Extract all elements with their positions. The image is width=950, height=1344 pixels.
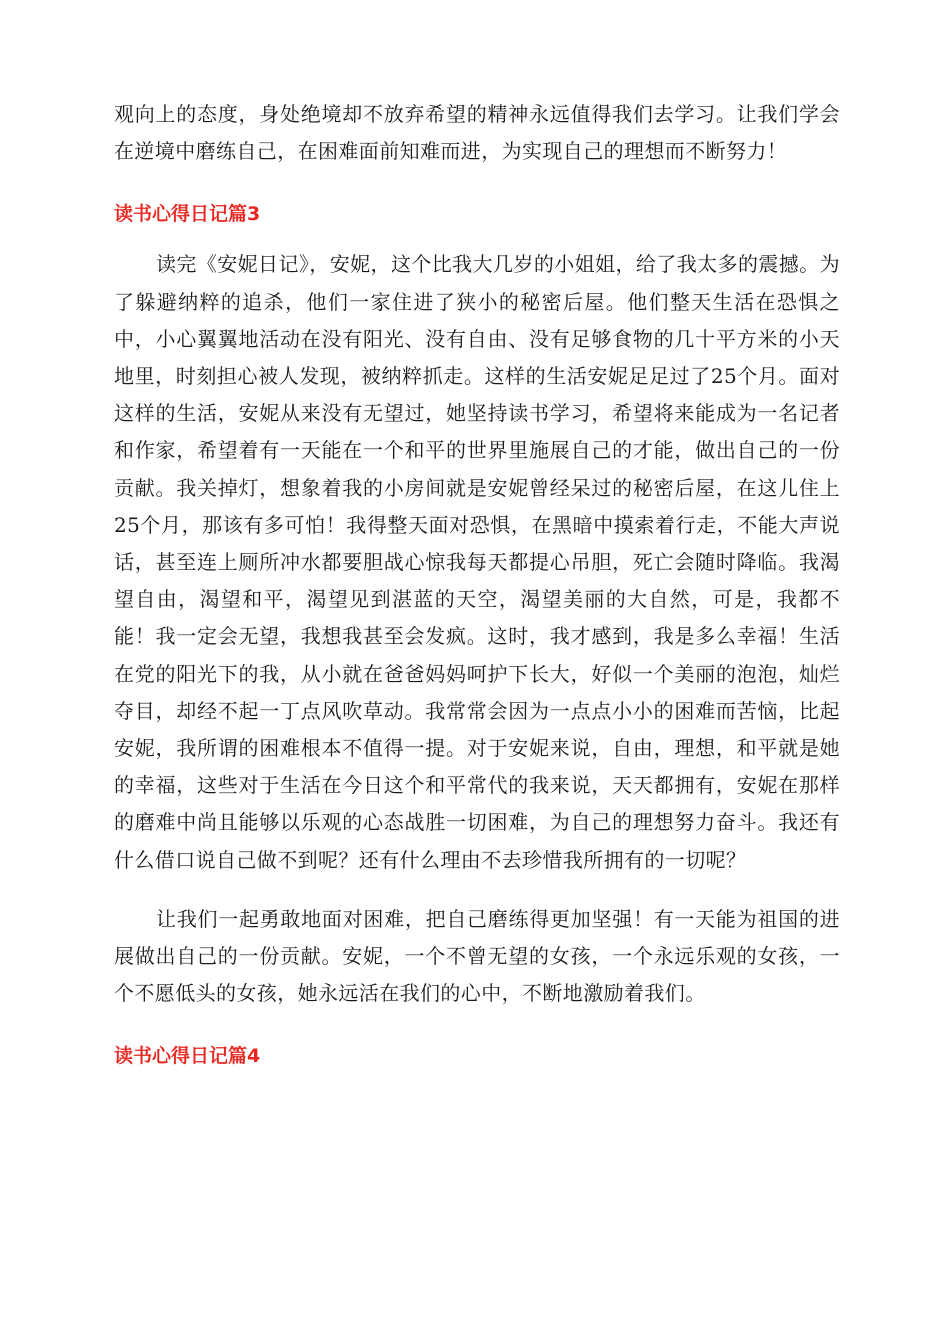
section-3-heading: 读书心得日记篇3 xyxy=(114,203,261,226)
section-3-paragraph-1: 读完《安妮日记》，安妮，这个比我大几岁的小姐姐，给了我太多的震撼。为了躲避纳粹的追杀，他们一家住进了狭小的秘密后屋。他们整天生活在恐惧之中，小心翼翼地活动在没有阳光、没有自由、没有足够食物的几十平方米的小天地里，时刻担心被人发现，被纳粹抓走。这样的生活安妮足足过了25个月。面对这样的生活，安妮从来没有无望过，她坚持读书学习，希望将来能成为一名记者和作家，希望着有一天能在一个和平的世界里施展自己的才能，做出自己的一份贡献。我关掉灯，想象着我的小房间就是安妮曾经呆过的秘密后屋，在这儿住上25个月，那该有多可怕！我得整天面对恐惧，在黑暗中摸索着行走，不能大声说话，甚至连上厕所冲水都要胆战心惊我每天都提心吊胆，死亡会随时降临。我渴望自由，渴望和平，渴望见到湛蓝的天空，渴望美丽的大自然，可是，我都不能！我一定会无望，我想我甚至会发疯。这时，我才感到，我是多么幸福！生活在党的阳光下的我，从小就在爸爸妈妈呵护下长大，好似一个美丽的泡泡，灿烂夺目，却经不起一丁点风吹草动。我常常会因为一点点小小的困难而苦恼，比起安妮，我所谓的困难根本不值得一提。对于安妮来说，自由，理想，和平就是她的幸福，这些对于生活在今日这个和平常代的我来说，天天都拥有，安妮在那样的磨难中尚且能够以乐观的心态战胜一切困难，为自己的理想努力奋斗。我还有什么借口说自己做不到呢？还有什么理由不去珍惜我所拥有的一切呢？ xyxy=(114,252,840,872)
section-3-paragraph-2: 让我们一起勇敢地面对困难，把自己磨练得更加坚强！有一天能为祖国的进展做出自己的一份贡献。安妮，一个不曾无望的女孩，一个永远乐观的女孩，一个不愿低头的女孩，她永远活在我们的心中，不断地激励着我们。 xyxy=(114,906,840,1006)
section-4-heading: 读书心得日记篇4 xyxy=(114,1045,261,1068)
intro-paragraph: 观向上的态度，身处绝境却不放弃希望的精神永远值得我们去学习。让我们学会在逆境中磨练自己，在困难面前知难而进，为实现自己的理想而不断努力！ xyxy=(114,102,840,164)
document-page xyxy=(114,96,840,1070)
